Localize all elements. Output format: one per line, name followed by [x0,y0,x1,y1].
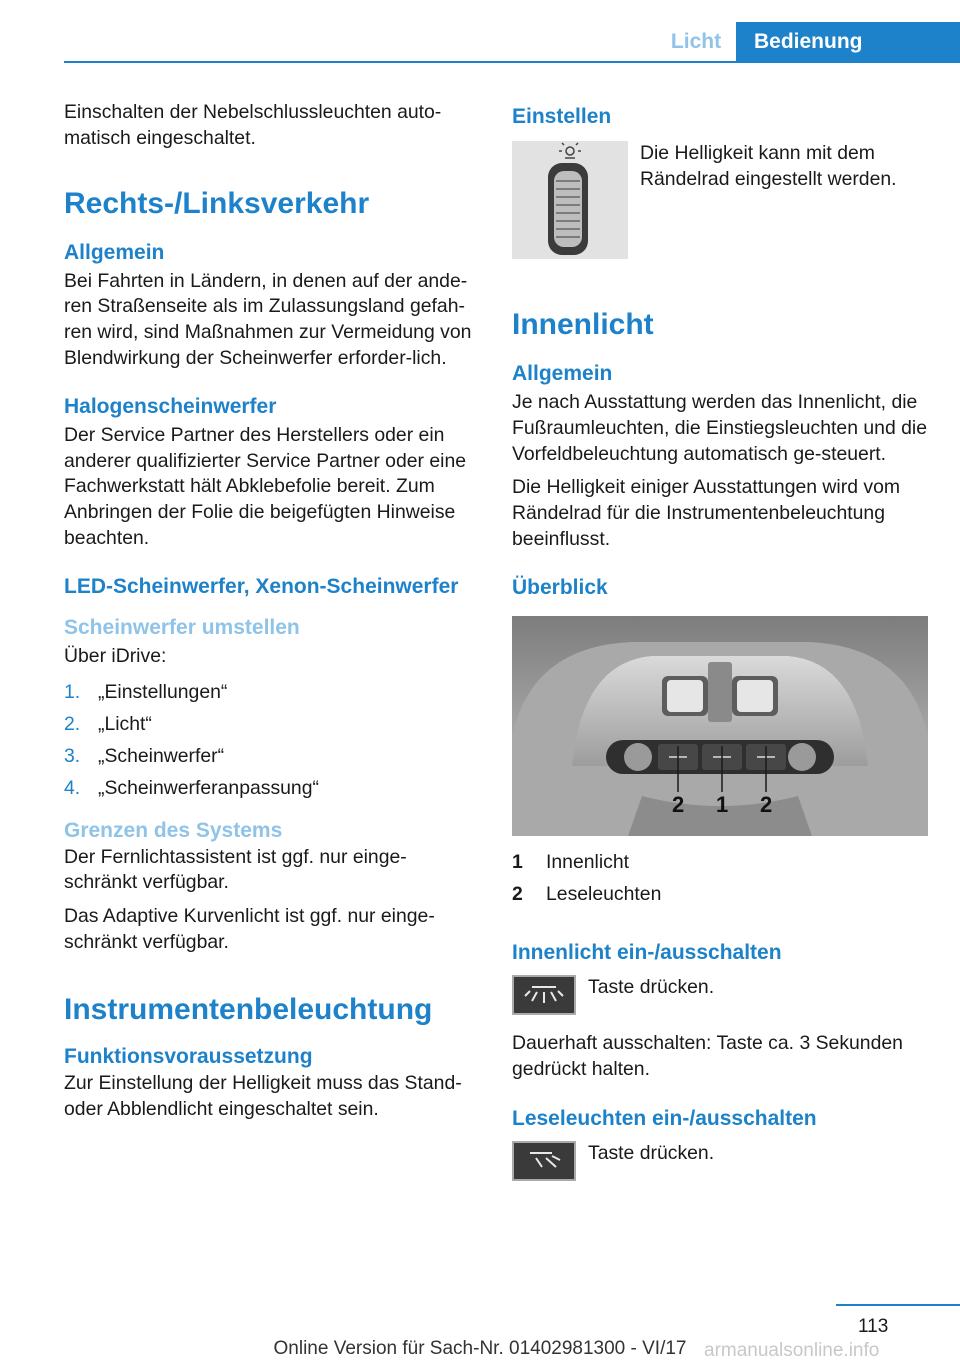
page-number: 113 [858,1316,889,1337]
thumbwheel-image [512,141,628,259]
dauerhaft-text: Dauerhaft ausschalten: Taste ca. 3 Sekunden gedrückt halten. [512,1031,903,1080]
heading-allgemein: Allgemein [64,240,165,264]
intro-text: Einschalten der Nebelschlussleuchten auto-matisch eingeschaltet. [64,101,442,149]
step-list [64,676,478,804]
step-item: 2. „Licht“ [64,712,152,735]
legend-item: 2 Leseleuchten [512,882,662,905]
heading-led-xenon: LED-Scheinwerfer, Xenon-Scheinwerfer [64,574,459,598]
heading-allgemein-innen: Allgemein [512,362,613,385]
overhead-console-photo [512,616,928,836]
heading-instrumentenbeleuchtung: Instrumentenbeleuchtung [64,992,433,1026]
halogen-text: Der Service Partner des Herstellers oder ein anderer qualifizierter Service Partner oder eine Fachwerkstatt hält Abklebefolie bereit. Zum Anbringen der Folie die beigefügten Hinweise beachten. [64,423,467,549]
photo-label-center: 1 [716,791,729,817]
heading-leseleuchten-schalten: Leseleuchten ein-/ausschalten [512,1107,817,1131]
heading-halogenscheinwerfer: Halogenscheinwerfer [64,394,277,418]
thumbwheel-icon [512,141,628,259]
step-item: 4. „Scheinwerferanpassung“ [64,776,319,799]
heading-scheinwerfer-umstellen: Scheinwerfer umstellen [64,615,300,639]
heading-einstellen: Einstellen [512,105,612,128]
legend [512,846,928,910]
heading-rechts-linksverkehr: Rechts-/Linksverkehr [64,186,370,220]
idrive-text: Über iDrive: [64,644,167,667]
grenzen-text-1: Der Fernlichtassistent ist ggf. nur einge-schränkt verfügbar. [64,845,407,894]
header-rule [64,61,960,63]
photo-label-right: 2 [760,791,773,817]
header-tab-bedienung: Bedienung [736,22,960,62]
innen-allgemein-text-2: Die Helligkeit einiger Ausstattungen wird vom Rändelrad für die Instrumentenbeleuchtung beeinflusst. [512,476,901,550]
innenlicht-taste-block [512,975,928,1015]
einstellen-block [512,141,928,259]
left-column [64,100,478,1122]
heading-innenlicht: Innenlicht [512,308,654,341]
watermark: armanualsonline.info [704,1340,880,1361]
step-item: 3. „Scheinwerfer“ [64,744,225,767]
leseleuchten-taste-block [512,1141,928,1181]
grenzen-text-2: Das Adaptive Kurvenlicht ist ggf. nur einge-schränkt verfügbar. [64,905,435,953]
step-item: 1. „Einstellungen“ [64,680,228,703]
heading-funktionsvoraussetzung: Funktionsvoraussetzung [64,1044,313,1068]
legend-item: 1 Innenlicht [512,850,630,873]
footer-rule [836,1304,960,1306]
heading-grenzen: Grenzen des Systems [64,818,283,842]
innen-allgemein-text-1: Je nach Ausstattung werden das Innenlicht, die Fußraumleuchten, die Einstiegsleuchten und die Vorfeldbeleuchtung automatisch ge-steuert. [512,391,927,465]
reading-light-button-icon [512,1141,576,1181]
funktion-text: Zur Einstellung der Helligkeit muss das Stand- oder Abblendlicht eingeschaltet sein. [64,1071,462,1120]
heading-ueberblick: Überblick [512,575,608,599]
taste-text-1: Taste drücken. [588,975,715,998]
photo-label-left: 2 [672,791,685,817]
heading-innenlicht-schalten: Innenlicht ein-/ausschalten [512,940,782,964]
einstellen-text: Die Helligkeit kann mit dem Rändelrad eingestellt werden. [640,142,897,190]
header-tab-licht: Licht [656,22,736,62]
allgemein-text: Bei Fahrten in Ländern, in denen auf der ande-ren Straßenseite als im Zulassungsland gefah-ren wird, sind Maßnahmen zur Vermeidung von Blendwirkung der Scheinwerfer erforder-lich. [64,269,472,369]
right-column [512,100,928,1181]
online-version-note: Online Version für Sach-Nr. 01402981300 - VI/17 [273,1338,687,1359]
interior-light-button-icon [512,975,576,1015]
taste-text-2: Taste drücken. [588,1142,715,1165]
